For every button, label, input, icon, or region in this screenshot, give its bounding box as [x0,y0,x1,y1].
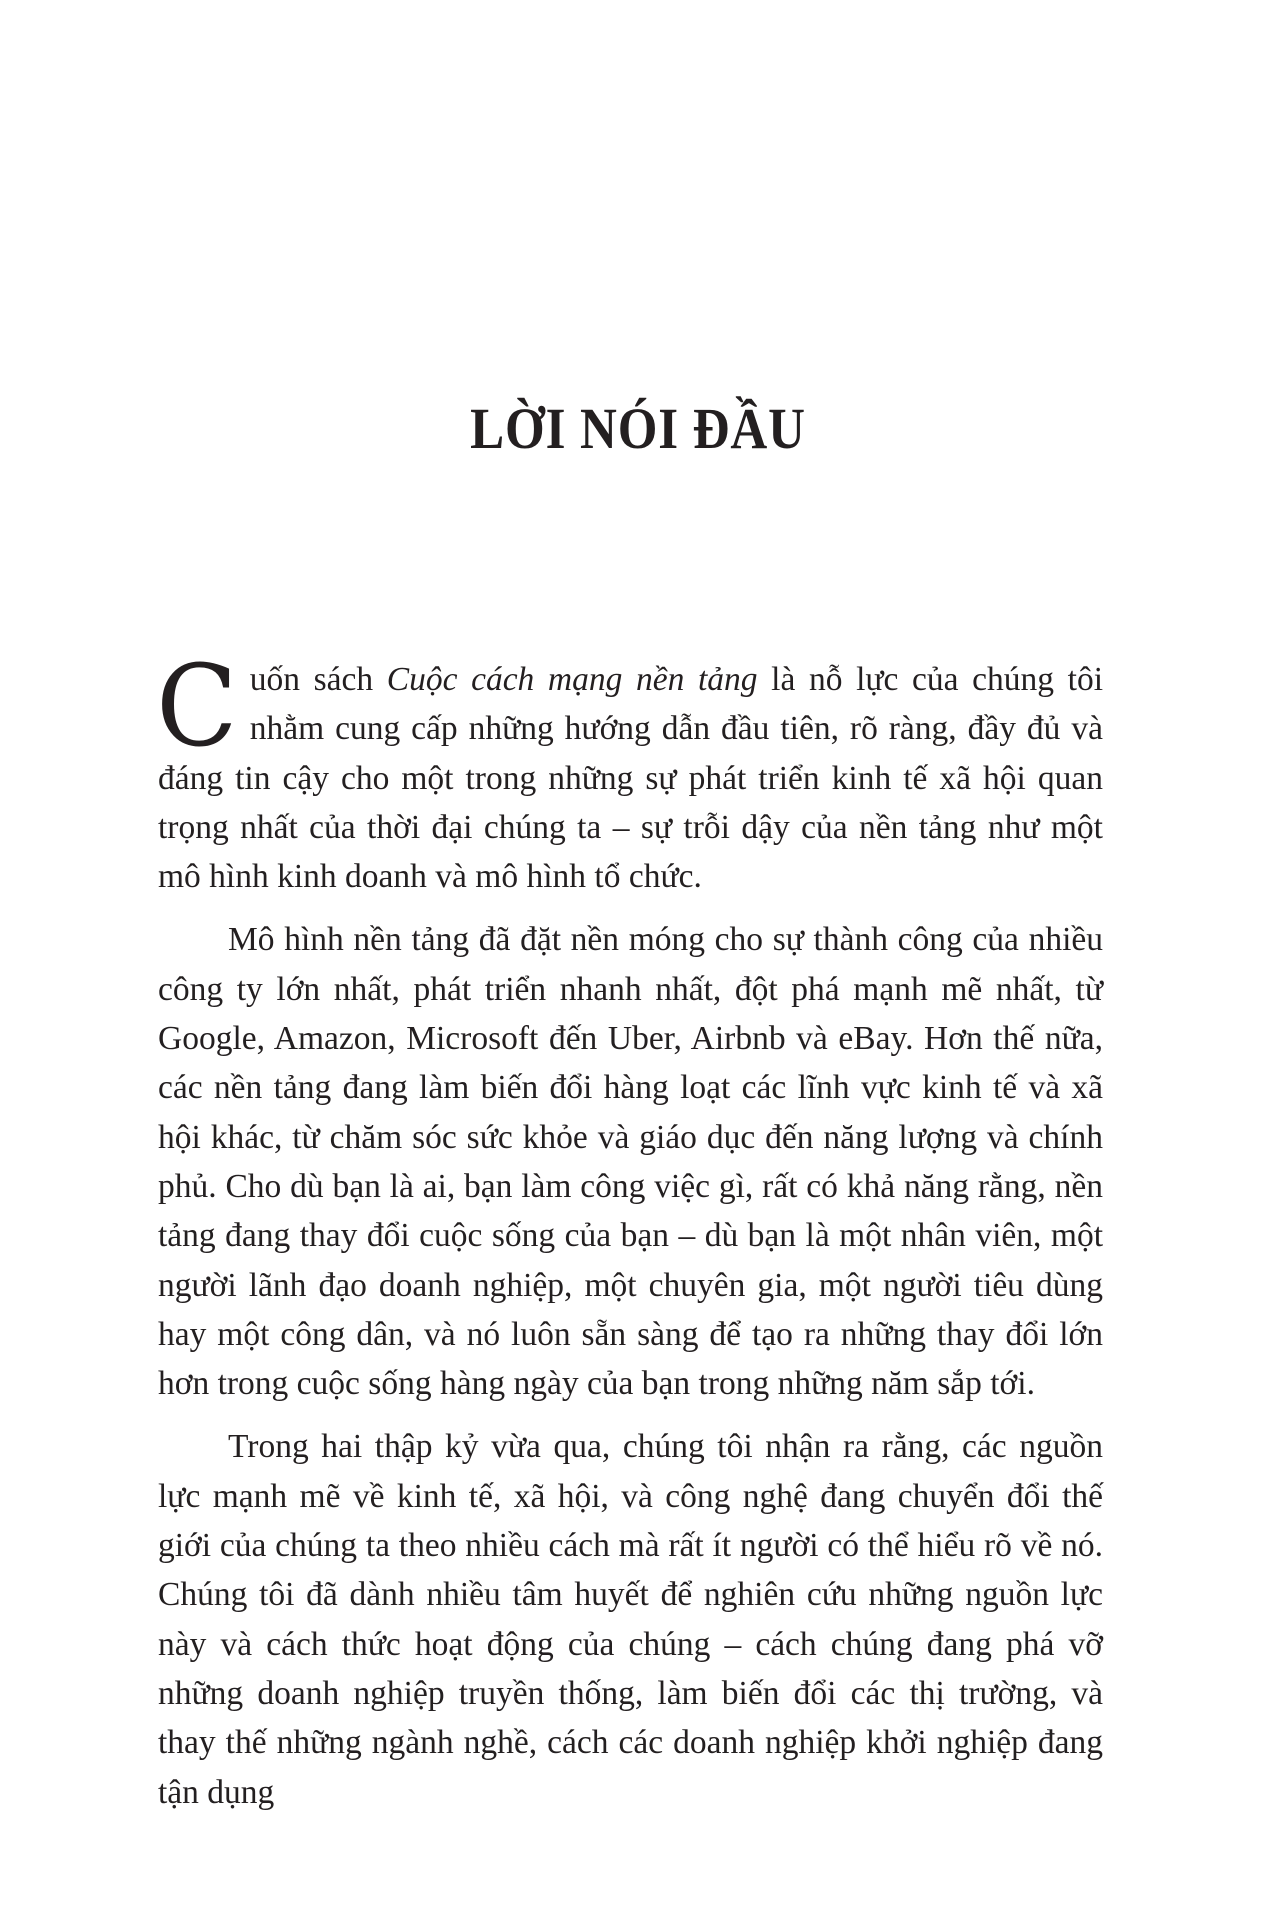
paragraph-2: Mô hình nền tảng đã đặt nền móng cho sự thành công của nhiều công ty lớn nhất, phát triển nhanh nhất, đột phá mạnh mẽ nhất, từ Google, Amazon, Microsoft đến Uber, Airbnb và eBay. Hơn thế nữa, các nền tảng đang làm biến đổi hàng loạt các lĩnh vực kinh tế và xã hội khác, từ chăm sóc sức khỏe và giáo dục đến năng lượng và chính phủ. Cho dù bạn là ai, bạn làm công việc gì, rất có khả năng rằng, nền tảng đang thay đổi cuộc sống của bạn – dù bạn là một nhân viên, một người lãnh đạo doanh nghiệp, một chuyên gia, một người tiêu dùng hay một công dân, và nó luôn sẵn sàng để tạo ra những thay đổi lớn hơn trong cuộc sống hàng ngày của bạn trong những năm sắp tới. [158,921,1103,1403]
paragraph-1 [156,642,1104,901]
paragraph-1-lead: uốn sách [249,661,387,698]
chapter-title: LỜI NÓI ĐẦU [470,396,806,461]
paragraph-3: Trong hai thập kỷ vừa qua, chúng tôi nhận ra rằng, các nguồn lực mạnh mẽ về kinh tế, xã hội, và công nghệ đang chuyển đổi thế giới của chúng ta theo nhiều cách mà rất ít người có thể hiểu rõ về nó. Chúng tôi đã dành nhiều tâm huyết để nghiên cứu những nguồn lực này và cách thức hoạt động của chúng – cách chúng đang phá vỡ những doanh nghiệp truyền thống, làm biến đổi các thị trường, và thay thế những ngành nghề, cách các doanh nghiệp khởi nghiệp đang tận dụng [158,1428,1103,1811]
drop-cap: C [156,642,238,772]
book-title-italic: Cuộc cách mạng nền tảng [386,661,758,698]
paragraph-1-rest: là nỗ lực của chúng tôi nhằm cung cấp những hướng dẫn đầu tiên, rõ ràng, đầy đủ và đáng tin cậy cho một trong những sự phát triển kinh tế xã hội quan trọng nhất của thời đại chúng ta – sự trỗi dậy của nền tảng như một mô hình kinh doanh và mô hình tổ chức. [158,661,1104,896]
body-text [156,642,1104,1831]
